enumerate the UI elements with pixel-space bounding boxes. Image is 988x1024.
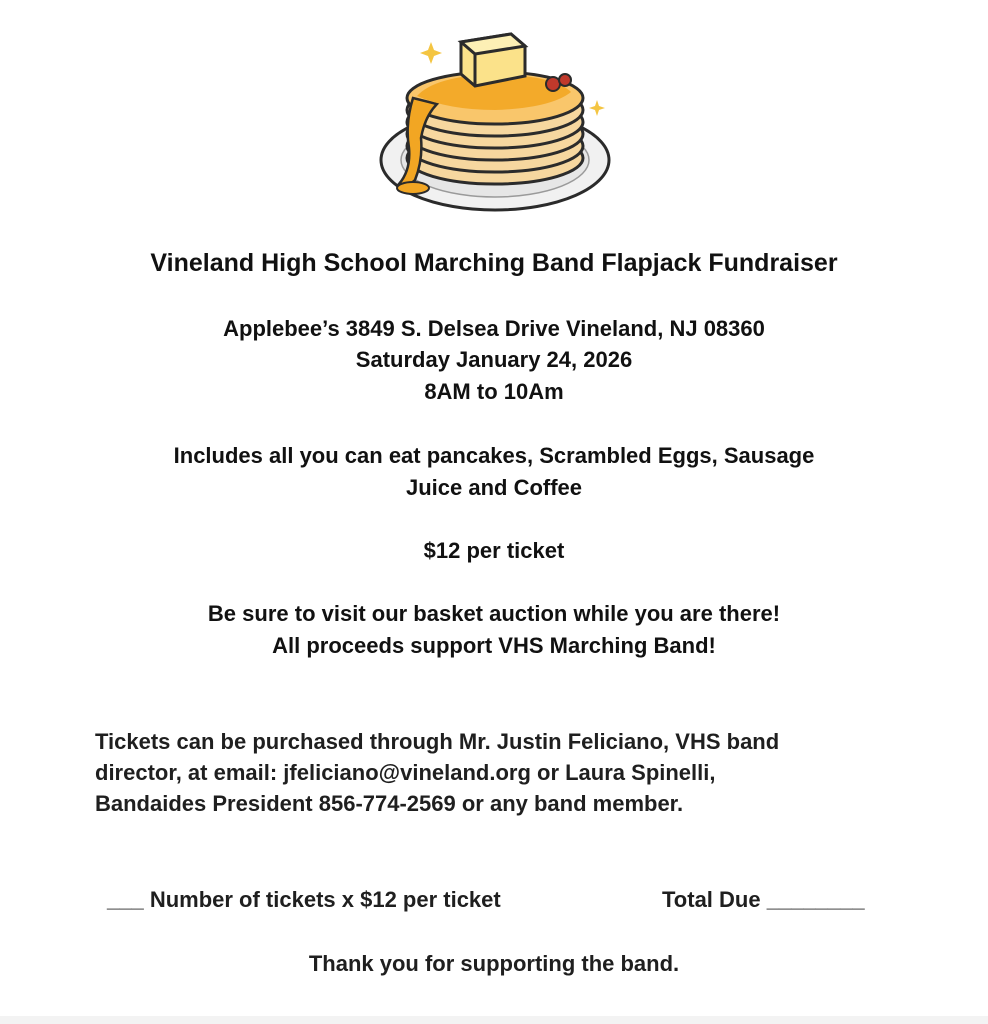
auction-line-1: Be sure to visit our basket auction while you are there! (207, 601, 781, 626)
page-bottom-edge (0, 1016, 988, 1024)
purchase-line-2: director, at email: jfeliciano@vineland.org or Laura Spinelli, (95, 760, 716, 785)
flyer-title: Vineland High School Marching Band Flapjack Fundraiser (150, 249, 838, 277)
ticket-count-field: ___ Number of tickets x $12 per ticket (107, 887, 501, 912)
purchase-info (95, 726, 895, 819)
event-location: Applebee’s 3849 S. Delsea Drive Vineland, NJ 08360 (223, 316, 765, 341)
menu-line-2: Juice and Coffee (405, 475, 583, 500)
menu-line-1: Includes all you can eat pancakes, Scrambled Eggs, Sausage (173, 443, 815, 468)
thank-you-note: Thank you for supporting the band. (308, 951, 680, 976)
ticket-price: $12 per ticket (423, 538, 565, 563)
purchase-line-1: Tickets can be purchased through Mr. Justin Feliciano, VHS band (95, 729, 780, 754)
purchase-line-3: Bandaides President 856-774-2569 or any band member. (95, 791, 684, 816)
total-due-field: Total Due ________ (662, 887, 865, 912)
auction-line-2: All proceeds support VHS Marching Band! (272, 633, 716, 658)
event-time: 8AM to 10Am (424, 379, 564, 404)
pancake-stack-icon (375, 20, 615, 220)
event-date: Saturday January 24, 2026 (355, 347, 633, 372)
